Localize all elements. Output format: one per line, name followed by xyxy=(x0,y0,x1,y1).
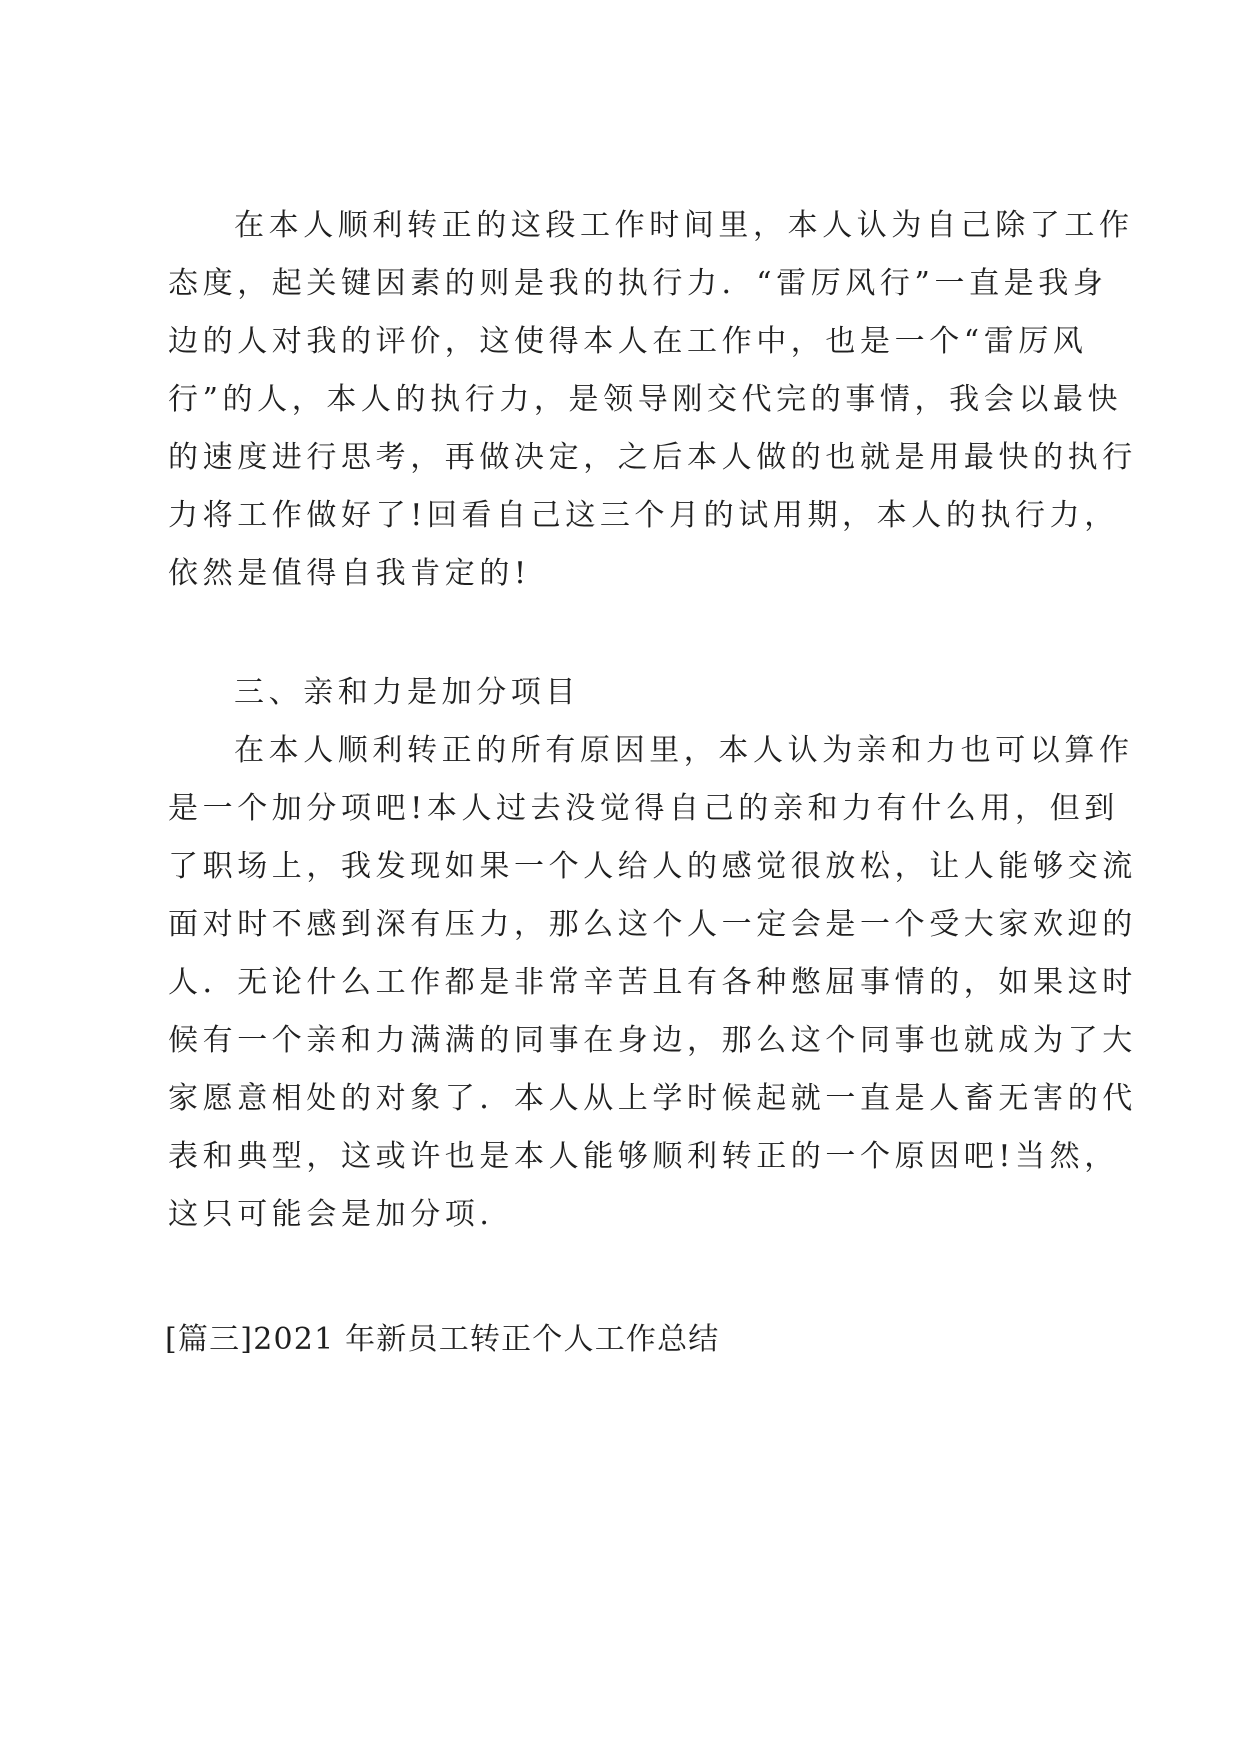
paragraph-2-line-3: 了职场上，我发现如果一个人给人的感觉很放松，让人能够交流 xyxy=(168,849,1137,884)
paragraph-2-line-9: 这只可能会是加分项. xyxy=(168,1197,494,1232)
paragraph-2-line-7: 家愿意相处的对象了．本人从上学时候起就一直是人畜无害的代 xyxy=(168,1081,1137,1116)
paragraph-1-line-3: 边的人对我的评价，这使得本人在工作中，也是一个“雷厉风 xyxy=(168,324,1088,359)
paragraph-2-line-8: 表和典型，这或许也是本人能够顺利转正的一个原因吧!当然， xyxy=(168,1139,1119,1174)
paragraph-2-line-1: 在本人顺利转正的所有原因里，本人认为亲和力也可以算作 xyxy=(234,733,1134,768)
paragraph-1-line-7: 依然是值得自我肯定的! xyxy=(168,556,531,591)
paragraph-1-line-6: 力将工作做好了!回看自己这三个月的试用期，本人的执行力， xyxy=(168,498,1119,533)
paragraph-1-line-2: 态度，起关键因素的则是我的执行力．“雷厉风行”一直是我身 xyxy=(168,266,1108,301)
paragraph-1-line-5: 的速度进行思考，再做决定，之后本人做的也就是用最快的执行 xyxy=(168,440,1137,475)
next-article-title: [篇三]2021 年新员工转正个人工作总结 xyxy=(165,1322,720,1357)
section-heading: 三、亲和力是加分项目 xyxy=(234,675,580,710)
paragraph-2-line-6: 候有一个亲和力满满的同事在身边，那么这个同事也就成为了大 xyxy=(168,1023,1137,1058)
paragraph-2-line-4: 面对时不感到深有压力，那么这个人一定会是一个受大家欢迎的 xyxy=(168,907,1137,942)
paragraph-1-line-4: 行”的人，本人的执行力，是领导刚交代完的事情，我会以最快 xyxy=(168,382,1123,417)
paragraph-2-line-5: 人．无论什么工作都是非常辛苦且有各种憋屈事情的，如果这时 xyxy=(168,965,1137,1000)
paragraph-1-line-1: 在本人顺利转正的这段工作时间里，本人认为自己除了工作 xyxy=(234,208,1134,243)
paragraph-2-line-2: 是一个加分项吧!本人过去没觉得自己的亲和力有什么用，但到 xyxy=(168,791,1119,826)
